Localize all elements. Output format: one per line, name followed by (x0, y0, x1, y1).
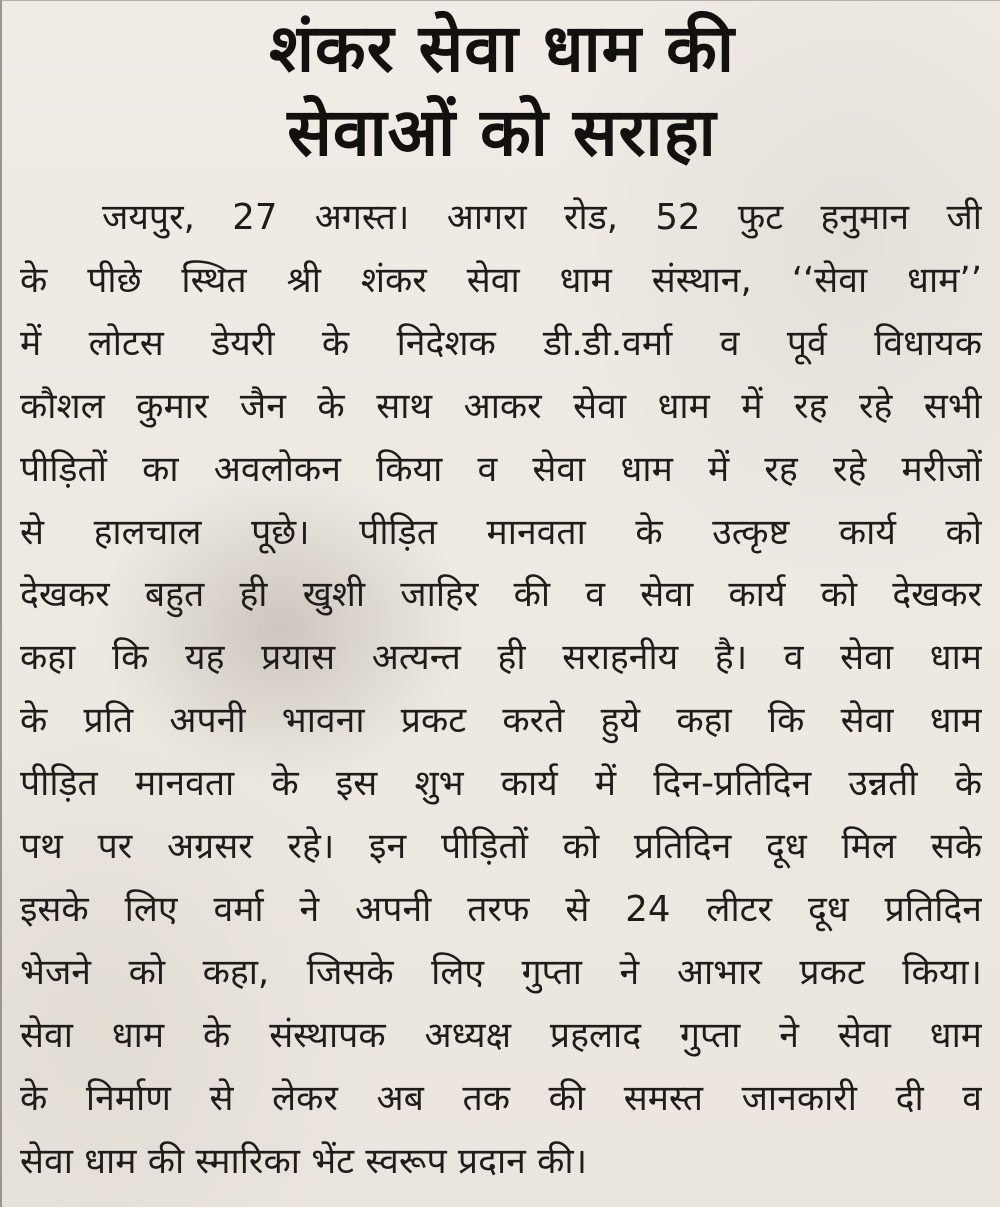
body-line: सेवा धाम की स्मारिका भेंट स्वरूप प्रदान की। (20, 1140, 588, 1182)
body-line: के प्रति अपनी भावना प्रकट करते हुये कहा कि सेवा धाम (20, 700, 982, 742)
body-line: इसके लिए वर्मा ने अपनी तरफ से 24 लीटर दूध प्रतिदिन (20, 888, 982, 930)
headline-line: सेवाओं को सराहा (287, 94, 717, 171)
body-line: भेजने को कहा, जिसके लिए गुप्ता ने आभार प्रकट किया। (20, 951, 982, 993)
body-line: पीड़ित मानवता के इस शुभ कार्य में दिन-प्रतिदिन उन्नती के (20, 763, 982, 805)
body-line: पथ पर अग्रसर रहे। इन पीड़ितों को प्रतिदिन दूध मिल सके (20, 826, 982, 868)
body-line: कहा कि यह प्रयास अत्यन्त ही सराहनीय है। व सेवा धाम (20, 637, 982, 679)
body-line: सेवा धाम के संस्थापक अध्यक्ष प्रहलाद गुप्ता ने सेवा धाम (20, 1014, 982, 1056)
body-line: पीड़ितों का अवलोकन किया व सेवा धाम में रह रहे मरीजों (20, 448, 982, 490)
body-line: जयपुर, 27 अगस्त। आगरा रोड, 52 फुट हनुमान जी (102, 197, 982, 238)
headline (2, 7, 1000, 175)
body-line: में लोटस डेयरी के निदेशक डी.डी.वर्मा व पूर्व विधायक (20, 322, 982, 364)
body-line: कौशल कुमार जैन के साथ आकर सेवा धाम में रह रहे सभी (20, 385, 982, 427)
body-line: देखकर बहुत ही खुशी जाहिर की व सेवा कार्य को देखकर (20, 574, 982, 616)
article-body (20, 187, 982, 1194)
body-line: के पीछे स्थित श्री शंकर सेवा धाम संस्थान, ‘‘सेवा धाम’’ (20, 259, 982, 301)
headline-line: शंकर सेवा धाम की (269, 10, 735, 87)
body-line: के निर्माण से लेकर अब तक की समस्त जानकारी दी व (20, 1077, 982, 1119)
body-line: से हालचाल पूछे। पीड़ित मानवता के उत्कृष्ट कार्य को (20, 511, 982, 553)
